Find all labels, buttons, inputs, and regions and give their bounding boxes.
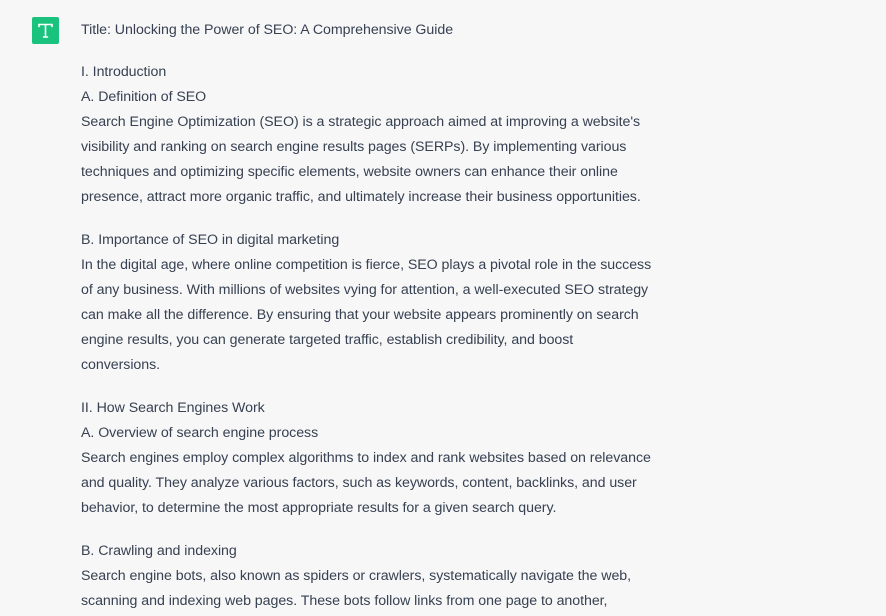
paragraph-line: scanning and indexing web pages. These bots follow links from one page to another, [81, 593, 608, 609]
message-content [81, 18, 681, 616]
subsection-heading: B. Crawling and indexing [81, 543, 237, 559]
title-text: Title: Unlocking the Power of SEO: A Comprehensive Guide [81, 22, 454, 38]
paragraph-line: Search Engine Optimization (SEO) is a strategic approach aimed at improving a website's [81, 114, 641, 130]
paragraph-line: and quality. They analyze various factors, such as keywords, content, backlinks, and user [81, 475, 637, 491]
paragraph-line: presence, attract more organic traffic, and ultimately increase their business opportunities. [81, 189, 641, 205]
subsection-heading: A. Definition of SEO [81, 89, 207, 105]
message-paragraph [81, 396, 681, 521]
paragraph-line: visibility and ranking on search engine results pages (SERPs). By implementing various [81, 139, 627, 155]
avatar [32, 17, 59, 44]
paragraph-line: behavior, to determine the most appropriate results for a given search query. [81, 500, 557, 516]
message-paragraph [81, 60, 681, 210]
paragraph-line: engine results, you can generate targeted traffic, establish credibility, and boost [81, 332, 574, 348]
paragraph-line: can make all the difference. By ensuring that your website appears prominently on search [81, 307, 639, 323]
subsection-heading: A. Overview of search engine process [81, 425, 319, 441]
t-icon [37, 22, 54, 39]
section-heading: II. How Search Engines Work [81, 400, 265, 416]
subsection-heading: B. Importance of SEO in digital marketing [81, 232, 340, 248]
message-paragraph [81, 539, 681, 614]
paragraph-line: In the digital age, where online competition is fierce, SEO plays a pivotal role in the success [81, 257, 652, 273]
paragraph-line: of any business. With millions of websites vying for attention, a well-executed SEO strategy [81, 282, 649, 298]
message-paragraph [81, 228, 681, 378]
paragraph-line: Search engine bots, also known as spiders or crawlers, systematically navigate the web, [81, 568, 632, 584]
message-title [81, 18, 681, 43]
paragraph-line: Search engines employ complex algorithms to index and rank websites based on relevance [81, 450, 651, 466]
paragraph-line: conversions. [81, 357, 161, 373]
section-heading: I. Introduction [81, 64, 167, 80]
paragraph-line: techniques and optimizing specific elements, website owners can enhance their online [81, 164, 618, 180]
